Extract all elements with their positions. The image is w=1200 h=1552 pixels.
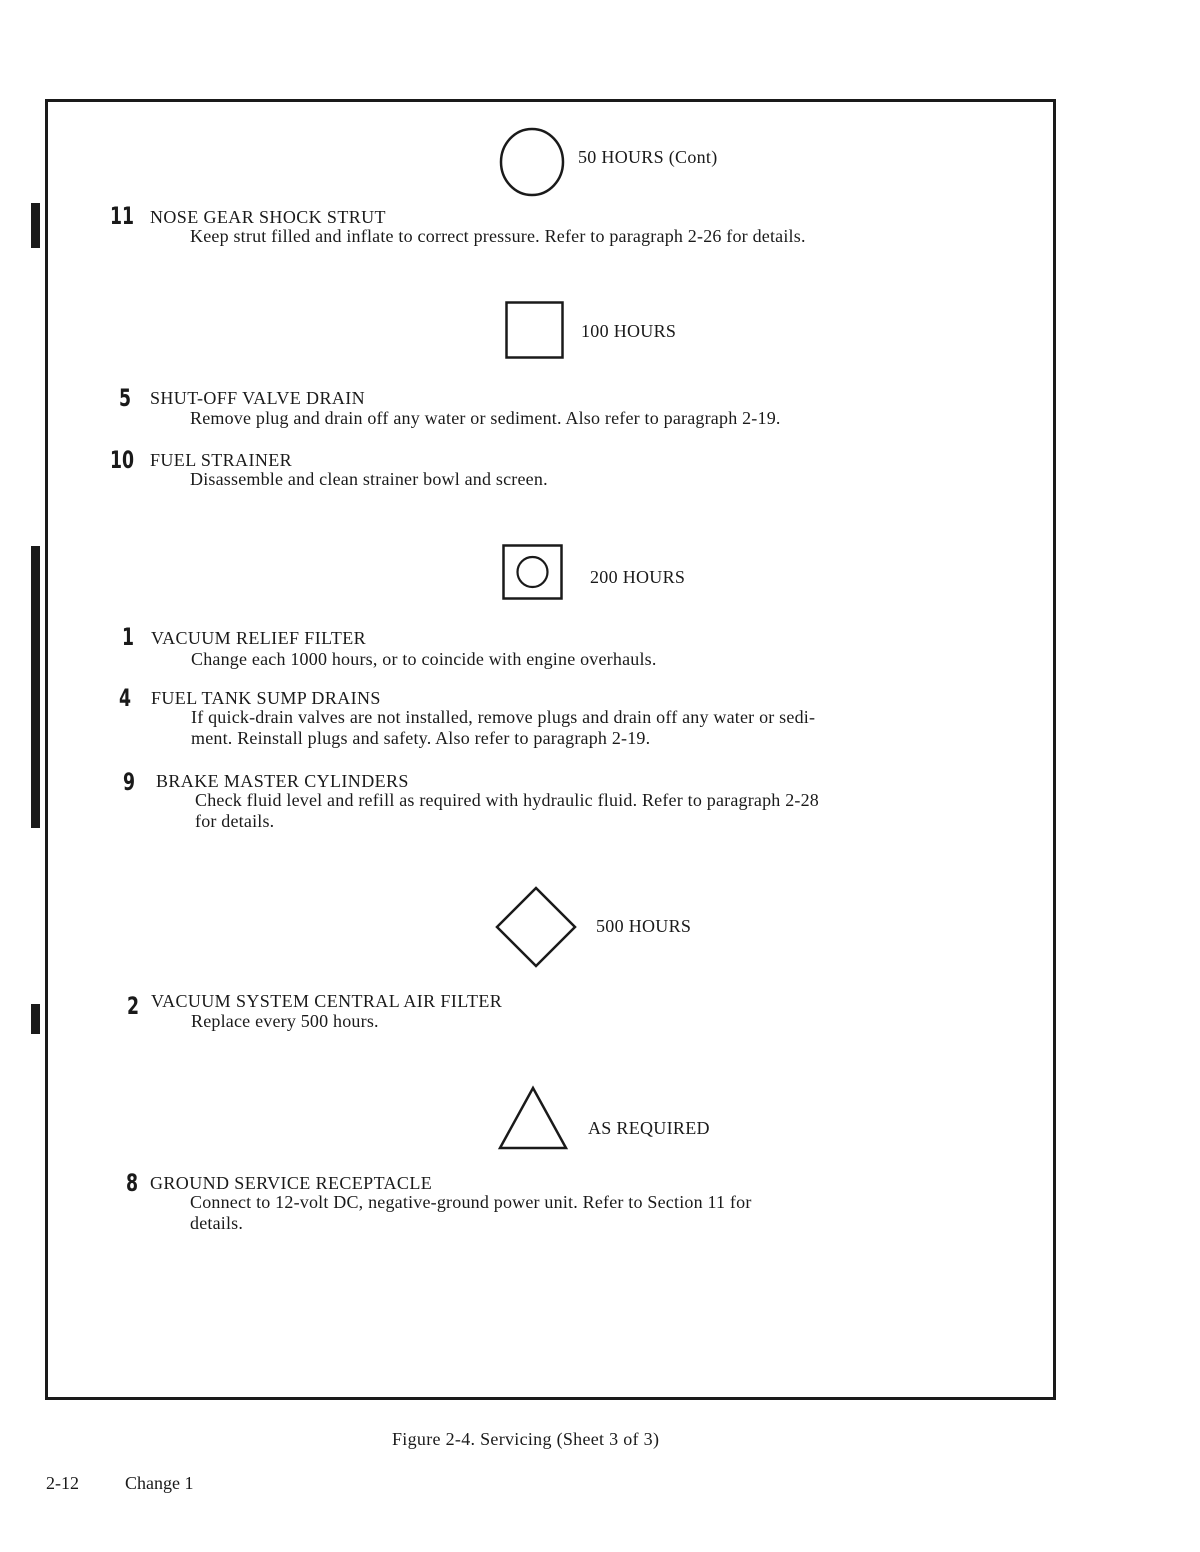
item-title: FUEL TANK SUMP DRAINS (151, 688, 381, 708)
change-bar (31, 203, 40, 248)
item-number: 8 (126, 1169, 139, 1197)
item-title: FUEL STRAINER (150, 450, 293, 470)
item-number: 1 (122, 623, 135, 651)
change-bar (31, 1004, 40, 1034)
item-number: 2 (127, 992, 140, 1020)
item-description: Keep strut filled and inflate to correct pressure. Refer to paragraph 2-26 for details. (190, 226, 806, 246)
item-description: Replace every 500 hours. (191, 1011, 379, 1031)
diamond-icon (495, 886, 577, 968)
interval-label-100-hours: 100 HOURS (581, 321, 677, 341)
item-number: 10 (110, 446, 135, 474)
interval-label-as-required: AS REQUIRED (588, 1118, 710, 1138)
triangle-icon (497, 1085, 569, 1151)
item-description: If quick-drain valves are not installed, remove plugs and drain off any water or sedi- ment. Reinstall plugs and safety. Also refer to paragraph 2-19. (191, 707, 816, 748)
item-description: Check fluid level and refill as required with hydraulic fluid. Refer to paragraph 2-28 for details. (195, 790, 819, 831)
item-title: NOSE GEAR SHOCK STRUT (150, 207, 386, 227)
item-description: Change each 1000 hours, or to coincide with engine overhauls. (191, 649, 657, 669)
item-number: 9 (123, 768, 136, 796)
item-title: GROUND SERVICE RECEPTACLE (150, 1173, 433, 1193)
item-title: BRAKE MASTER CYLINDERS (156, 771, 409, 791)
item-number: 4 (119, 684, 132, 712)
item-title: SHUT-OFF VALVE DRAIN (150, 388, 366, 408)
item-number: 5 (119, 384, 132, 412)
item-description: Connect to 12-volt DC, negative-ground power unit. Refer to Section 11 for details. (190, 1192, 752, 1233)
interval-label-500-hours: 500 HOURS (596, 916, 692, 936)
item-title: VACUUM RELIEF FILTER (151, 628, 367, 648)
square-with-circle-icon (502, 544, 564, 601)
square-icon (505, 301, 565, 359)
item-title: VACUUM SYSTEM CENTRAL AIR FILTER (151, 991, 503, 1011)
figure-caption: Figure 2-4. Servicing (Sheet 3 of 3) (392, 1429, 660, 1449)
page-number: 2-12 (46, 1473, 79, 1493)
item-description: Remove plug and drain off any water or sediment. Also refer to paragraph 2-19. (190, 408, 781, 428)
item-description: Disassemble and clean strainer bowl and screen. (190, 469, 548, 489)
item-number: 11 (110, 202, 135, 230)
circle-icon (499, 127, 565, 197)
interval-label-50-hours: 50 HOURS (Cont) (578, 147, 718, 167)
interval-label-200-hours: 200 HOURS (590, 567, 686, 587)
change-label: Change 1 (125, 1473, 194, 1493)
change-bar (31, 546, 40, 828)
